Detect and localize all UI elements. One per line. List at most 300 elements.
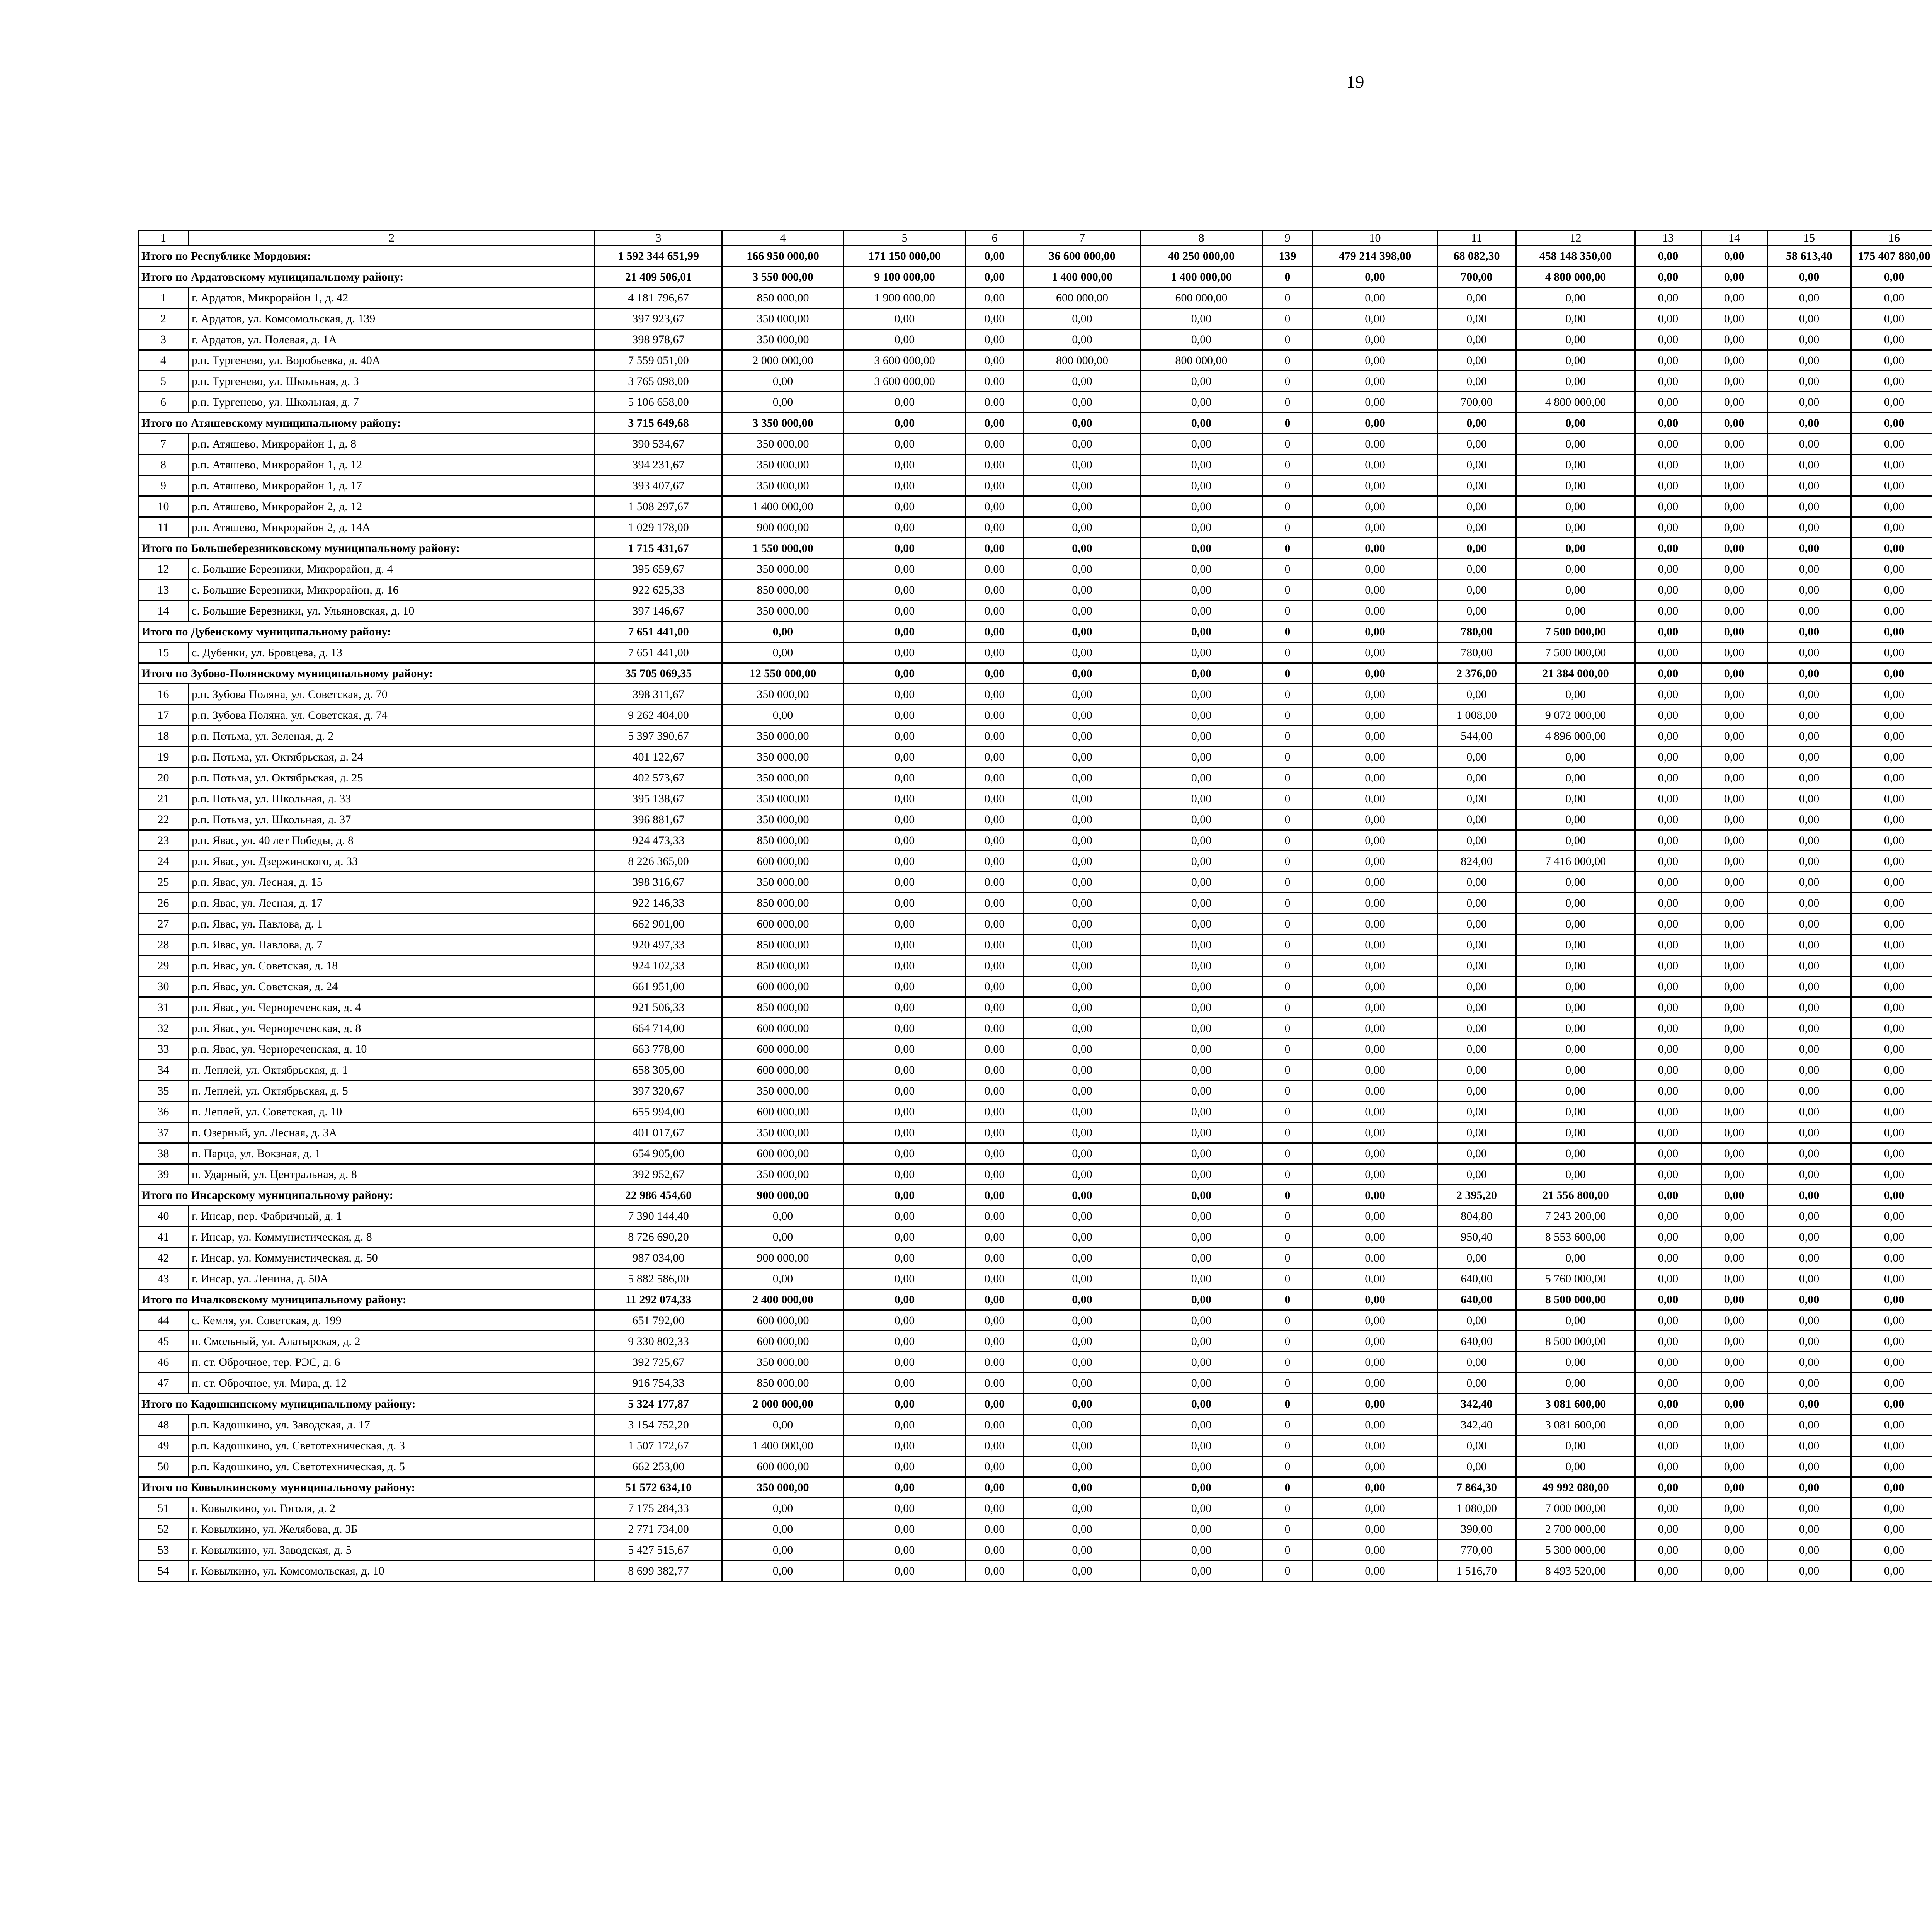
address-cell: г. Ковылкино, ул. Комсомольская, д. 10 [189,1561,595,1582]
value-col-6: 0,00 [966,455,1024,475]
address-cell: р.п. Явас, ул. Советская, д. 18 [189,955,595,976]
value-col-7: 0,00 [1024,684,1141,705]
value-col-13: 0,00 [1635,538,1701,559]
address-cell: р.п. Зубова Поляна, ул. Советская, д. 70 [189,684,595,705]
value-col-5: 0,00 [844,1373,966,1394]
value-col-11: 700,00 [1437,267,1516,288]
row-number: 35 [138,1081,189,1102]
value-col-4: 1 400 000,00 [722,1435,844,1456]
value-col-10: 0,00 [1313,893,1437,914]
value-col-12: 0,00 [1516,1164,1635,1185]
value-col-4: 850 000,00 [722,830,844,851]
value-col-7: 0,00 [1024,1498,1141,1519]
value-col-16: 0,00 [1851,872,1932,893]
value-col-5: 0,00 [844,809,966,830]
value-col-11: 1 080,00 [1437,1498,1516,1519]
value-col-15: 0,00 [1767,1352,1851,1373]
value-col-10: 0,00 [1313,872,1437,893]
value-col-15: 0,00 [1767,580,1851,601]
value-col-11: 640,00 [1437,1268,1516,1289]
value-col-5: 0,00 [844,1102,966,1122]
address-cell: п. Леплей, ул. Октябрьская, д. 1 [189,1060,595,1081]
value-col-4: 600 000,00 [722,1143,844,1164]
value-col-8: 0,00 [1141,538,1262,559]
value-col-13: 0,00 [1635,1540,1701,1561]
row-number: 48 [138,1415,189,1435]
value-col-4: 0,00 [722,642,844,663]
row-number: 53 [138,1540,189,1561]
value-col-5: 0,00 [844,997,966,1018]
value-col-12: 0,00 [1516,684,1635,705]
value-col-4: 350 000,00 [722,1122,844,1143]
district-total-row [138,1185,1932,1206]
value-col-8: 0,00 [1141,1081,1262,1102]
value-col-14: 0,00 [1701,350,1767,371]
table-row [138,1331,1932,1352]
value-col-3: 35 705 069,35 [595,663,722,684]
table-row [138,434,1932,455]
value-col-9: 0 [1262,1164,1313,1185]
column-number-1: 1 [138,230,189,246]
value-col-4: 850 000,00 [722,288,844,308]
table-row [138,308,1932,329]
row-number: 44 [138,1310,189,1331]
value-col-5: 0,00 [844,976,966,997]
value-col-14: 0,00 [1701,1435,1767,1456]
row-number: 21 [138,788,189,809]
value-col-4: 350 000,00 [722,768,844,788]
value-col-14: 0,00 [1701,1164,1767,1185]
address-cell: р.п. Потьма, ул. Школьная, д. 33 [189,788,595,809]
value-col-9: 0 [1262,809,1313,830]
table-row [138,684,1932,705]
value-col-13: 0,00 [1635,955,1701,976]
value-col-14: 0,00 [1701,1060,1767,1081]
value-col-13: 0,00 [1635,997,1701,1018]
value-col-3: 924 102,33 [595,955,722,976]
value-col-15: 0,00 [1767,1456,1851,1477]
value-col-6: 0,00 [966,580,1024,601]
value-col-12: 9 072 000,00 [1516,705,1635,726]
value-col-11: 780,00 [1437,642,1516,663]
value-col-5: 0,00 [844,1435,966,1456]
value-col-13: 0,00 [1635,517,1701,538]
value-col-4: 350 000,00 [722,329,844,350]
value-col-14: 0,00 [1701,747,1767,768]
value-col-16: 0,00 [1851,621,1932,642]
value-col-14: 0,00 [1701,308,1767,329]
value-col-14: 0,00 [1701,935,1767,955]
value-col-5: 0,00 [844,1519,966,1540]
value-col-9: 0 [1262,1394,1313,1415]
address-cell: р.п. Тургенево, ул. Школьная, д. 7 [189,392,595,413]
value-col-7: 0,00 [1024,1435,1141,1456]
value-col-6: 0,00 [966,914,1024,935]
value-col-5: 1 900 000,00 [844,288,966,308]
value-col-11: 0,00 [1437,496,1516,517]
value-col-4: 600 000,00 [722,851,844,872]
value-col-11: 0,00 [1437,955,1516,976]
value-col-9: 0 [1262,1248,1313,1268]
value-col-13: 0,00 [1635,350,1701,371]
value-col-7: 0,00 [1024,1456,1141,1477]
value-col-13: 0,00 [1635,1310,1701,1331]
value-col-9: 0 [1262,288,1313,308]
value-col-8: 0,00 [1141,1561,1262,1582]
address-cell: р.п. Явас, ул. Лесная, д. 17 [189,893,595,914]
value-col-9: 0 [1262,976,1313,997]
value-col-9: 0 [1262,1102,1313,1122]
value-col-8: 0,00 [1141,705,1262,726]
address-cell: г. Ковылкино, ул. Заводская, д. 5 [189,1540,595,1561]
value-col-6: 0,00 [966,1185,1024,1206]
value-col-15: 0,00 [1767,851,1851,872]
table-row [138,851,1932,872]
value-col-14: 0,00 [1701,1540,1767,1561]
value-col-16: 0,00 [1851,1289,1932,1310]
value-col-14: 0,00 [1701,1143,1767,1164]
value-col-8: 0,00 [1141,1394,1262,1415]
value-col-6: 0,00 [966,809,1024,830]
value-col-10: 0,00 [1313,559,1437,580]
row-number: 19 [138,747,189,768]
value-col-3: 5 882 586,00 [595,1268,722,1289]
row-number: 39 [138,1164,189,1185]
row-number: 15 [138,642,189,663]
row-number: 27 [138,914,189,935]
value-col-10: 0,00 [1313,788,1437,809]
value-col-15: 0,00 [1767,726,1851,747]
value-col-13: 0,00 [1635,809,1701,830]
value-col-11: 0,00 [1437,914,1516,935]
value-col-4: 900 000,00 [722,1248,844,1268]
value-col-12: 4 896 000,00 [1516,726,1635,747]
value-col-3: 396 881,67 [595,809,722,830]
value-col-7: 0,00 [1024,1206,1141,1227]
value-col-4: 350 000,00 [722,1081,844,1102]
value-col-3: 397 320,67 [595,1081,722,1102]
value-col-12: 0,00 [1516,517,1635,538]
value-col-9: 0 [1262,1373,1313,1394]
value-col-14: 0,00 [1701,475,1767,496]
value-col-13: 0,00 [1635,684,1701,705]
value-col-16: 0,00 [1851,684,1932,705]
row-number: 49 [138,1435,189,1456]
value-col-9: 0 [1262,830,1313,851]
value-col-6: 0,00 [966,559,1024,580]
value-col-11: 0,00 [1437,1373,1516,1394]
value-col-7: 0,00 [1024,475,1141,496]
address-cell: с. Большие Березники, ул. Ульяновская, д. 10 [189,601,595,621]
value-col-12: 49 992 080,00 [1516,1477,1635,1498]
value-col-13: 0,00 [1635,1060,1701,1081]
value-col-9: 0 [1262,1227,1313,1248]
value-col-14: 0,00 [1701,955,1767,976]
value-col-4: 350 000,00 [722,1477,844,1498]
value-col-7: 0,00 [1024,1248,1141,1268]
value-col-3: 1 715 431,67 [595,538,722,559]
value-col-10: 0,00 [1313,350,1437,371]
value-col-12: 4 800 000,00 [1516,267,1635,288]
value-col-4: 350 000,00 [722,809,844,830]
table-row [138,1060,1932,1081]
value-col-6: 0,00 [966,1415,1024,1435]
value-col-11: 0,00 [1437,580,1516,601]
value-col-14: 0,00 [1701,621,1767,642]
value-col-6: 0,00 [966,246,1024,267]
value-col-13: 0,00 [1635,267,1701,288]
row-number: 41 [138,1227,189,1248]
address-cell: с. Большие Березники, Микрорайон, д. 16 [189,580,595,601]
value-col-8: 0,00 [1141,1143,1262,1164]
value-col-5: 0,00 [844,434,966,455]
district-total-row [138,538,1932,559]
value-col-5: 0,00 [844,517,966,538]
value-col-15: 0,00 [1767,1143,1851,1164]
value-col-11: 0,00 [1437,434,1516,455]
value-col-15: 0,00 [1767,642,1851,663]
table-row [138,1498,1932,1519]
value-col-5: 0,00 [844,580,966,601]
value-col-11: 640,00 [1437,1289,1516,1310]
value-col-10: 0,00 [1313,267,1437,288]
value-col-10: 0,00 [1313,1456,1437,1477]
value-col-8: 0,00 [1141,580,1262,601]
value-col-10: 0,00 [1313,1415,1437,1435]
page-number: 19 [1346,72,1364,92]
value-col-6: 0,00 [966,1227,1024,1248]
value-col-8: 0,00 [1141,1289,1262,1310]
value-col-11: 0,00 [1437,1310,1516,1331]
value-col-3: 397 923,67 [595,308,722,329]
address-cell: р.п. Явас, ул. Чернореченская, д. 8 [189,1018,595,1039]
value-col-12: 0,00 [1516,288,1635,308]
value-col-11: 700,00 [1437,392,1516,413]
value-col-3: 655 994,00 [595,1102,722,1122]
value-col-15: 0,00 [1767,1331,1851,1352]
value-col-16: 0,00 [1851,705,1932,726]
total-label: Итого по Дубенскому муниципальному району: [138,621,595,642]
value-col-7: 0,00 [1024,788,1141,809]
row-number: 3 [138,329,189,350]
value-col-7: 0,00 [1024,1310,1141,1331]
value-col-12: 0,00 [1516,955,1635,976]
row-number: 12 [138,559,189,580]
column-number-15: 15 [1767,230,1851,246]
data-table-wrapper [138,230,1932,1582]
value-col-6: 0,00 [966,1477,1024,1498]
district-total-row [138,1289,1932,1310]
district-total-row [138,246,1932,267]
value-col-15: 0,00 [1767,684,1851,705]
address-cell: р.п. Атяшево, Микрорайон 2, д. 12 [189,496,595,517]
value-col-11: 0,00 [1437,559,1516,580]
value-col-16: 0,00 [1851,350,1932,371]
value-col-15: 0,00 [1767,872,1851,893]
value-col-16: 0,00 [1851,1060,1932,1081]
value-col-15: 0,00 [1767,1268,1851,1289]
value-col-11: 544,00 [1437,726,1516,747]
value-col-6: 0,00 [966,830,1024,851]
value-col-5: 0,00 [844,747,966,768]
value-col-5: 0,00 [844,601,966,621]
value-col-10: 0,00 [1313,1540,1437,1561]
value-col-6: 0,00 [966,1373,1024,1394]
value-col-15: 0,00 [1767,601,1851,621]
value-col-6: 0,00 [966,768,1024,788]
value-col-3: 661 951,00 [595,976,722,997]
value-col-13: 0,00 [1635,559,1701,580]
value-col-10: 0,00 [1313,1435,1437,1456]
value-col-14: 0,00 [1701,1018,1767,1039]
value-col-7: 0,00 [1024,851,1141,872]
value-col-3: 1 508 297,67 [595,496,722,517]
value-col-16: 0,00 [1851,1498,1932,1519]
value-col-9: 0 [1262,434,1313,455]
value-col-14: 0,00 [1701,768,1767,788]
value-col-12: 5 300 000,00 [1516,1540,1635,1561]
value-col-9: 0 [1262,955,1313,976]
value-col-3: 398 978,67 [595,329,722,350]
table-row [138,955,1932,976]
value-col-5: 0,00 [844,1394,966,1415]
value-col-15: 0,00 [1767,1102,1851,1122]
value-col-4: 350 000,00 [722,455,844,475]
value-col-5: 0,00 [844,1289,966,1310]
value-col-3: 5 397 390,67 [595,726,722,747]
value-col-4: 850 000,00 [722,580,844,601]
value-col-15: 0,00 [1767,663,1851,684]
district-total-row [138,1477,1932,1498]
value-col-6: 0,00 [966,726,1024,747]
table-row [138,830,1932,851]
value-col-7: 0,00 [1024,1122,1141,1143]
value-col-3: 394 231,67 [595,455,722,475]
value-col-6: 0,00 [966,935,1024,955]
value-col-4: 600 000,00 [722,976,844,997]
value-col-6: 0,00 [966,1102,1024,1122]
value-col-6: 0,00 [966,1081,1024,1102]
value-col-5: 0,00 [844,1415,966,1435]
value-col-5: 0,00 [844,1060,966,1081]
value-col-13: 0,00 [1635,788,1701,809]
value-col-10: 0,00 [1313,1498,1437,1519]
value-col-13: 0,00 [1635,851,1701,872]
value-col-11: 0,00 [1437,288,1516,308]
value-col-11: 640,00 [1437,1331,1516,1352]
value-col-11: 0,00 [1437,1164,1516,1185]
value-col-11: 7 864,30 [1437,1477,1516,1498]
value-col-16: 0,00 [1851,1206,1932,1227]
value-col-9: 0 [1262,1456,1313,1477]
value-col-5: 0,00 [844,559,966,580]
value-col-15: 0,00 [1767,475,1851,496]
value-col-11: 0,00 [1437,684,1516,705]
value-col-5: 0,00 [844,935,966,955]
value-col-13: 0,00 [1635,621,1701,642]
value-col-6: 0,00 [966,434,1024,455]
value-col-6: 0,00 [966,1498,1024,1519]
value-col-10: 0,00 [1313,997,1437,1018]
value-col-7: 0,00 [1024,392,1141,413]
value-col-16: 0,00 [1851,434,1932,455]
value-col-6: 0,00 [966,1540,1024,1561]
total-label: Итого по Атяшевскому муниципальному району: [138,413,595,434]
value-col-7: 0,00 [1024,329,1141,350]
value-col-16: 0,00 [1851,642,1932,663]
value-col-15: 0,00 [1767,1310,1851,1331]
value-col-6: 0,00 [966,1164,1024,1185]
value-col-10: 0,00 [1313,1164,1437,1185]
value-col-12: 7 500 000,00 [1516,621,1635,642]
table-row [138,1248,1932,1268]
value-col-15: 0,00 [1767,496,1851,517]
value-col-14: 0,00 [1701,851,1767,872]
value-col-6: 0,00 [966,538,1024,559]
value-col-16: 0,00 [1851,935,1932,955]
value-col-7: 0,00 [1024,1102,1141,1122]
value-col-15: 0,00 [1767,1185,1851,1206]
table-row [138,935,1932,955]
value-col-14: 0,00 [1701,392,1767,413]
value-col-16: 0,00 [1851,1164,1932,1185]
address-cell: р.п. Явас, ул. 40 лет Победы, д. 8 [189,830,595,851]
value-col-4: 600 000,00 [722,1102,844,1122]
value-col-8: 0,00 [1141,1519,1262,1540]
column-number-6: 6 [966,230,1024,246]
value-col-8: 0,00 [1141,1456,1262,1477]
value-col-11: 0,00 [1437,413,1516,434]
value-col-9: 0 [1262,1268,1313,1289]
value-col-12: 0,00 [1516,768,1635,788]
address-cell: г. Ковылкино, ул. Желябова, д. 3Б [189,1519,595,1540]
value-col-10: 0,00 [1313,1039,1437,1060]
table-row [138,726,1932,747]
value-col-12: 3 081 600,00 [1516,1415,1635,1435]
value-col-15: 0,00 [1767,1435,1851,1456]
table-row [138,997,1932,1018]
address-cell: п. ст. Оброчное, тер. РЭС, д. 6 [189,1352,595,1373]
value-col-12: 0,00 [1516,1248,1635,1268]
table-row [138,496,1932,517]
value-col-7: 0,00 [1024,538,1141,559]
value-col-13: 0,00 [1635,1268,1701,1289]
value-col-11: 0,00 [1437,1102,1516,1122]
table-row [138,1415,1932,1435]
value-col-13: 0,00 [1635,1206,1701,1227]
value-col-12: 0,00 [1516,538,1635,559]
value-col-7: 0,00 [1024,935,1141,955]
table-row [138,1039,1932,1060]
value-col-15: 0,00 [1767,747,1851,768]
value-col-3: 8 699 382,77 [595,1561,722,1582]
value-col-4: 166 950 000,00 [722,246,844,267]
table-row [138,1268,1932,1289]
value-col-13: 0,00 [1635,1498,1701,1519]
value-col-16: 0,00 [1851,1435,1932,1456]
value-col-5: 0,00 [844,663,966,684]
value-col-11: 780,00 [1437,621,1516,642]
value-col-6: 0,00 [966,1394,1024,1415]
column-number-5: 5 [844,230,966,246]
value-col-3: 2 771 734,00 [595,1519,722,1540]
value-col-5: 3 600 000,00 [844,371,966,392]
value-col-7: 0,00 [1024,1331,1141,1352]
value-col-13: 0,00 [1635,1081,1701,1102]
value-col-13: 0,00 [1635,308,1701,329]
value-col-6: 0,00 [966,663,1024,684]
table-row [138,455,1932,475]
